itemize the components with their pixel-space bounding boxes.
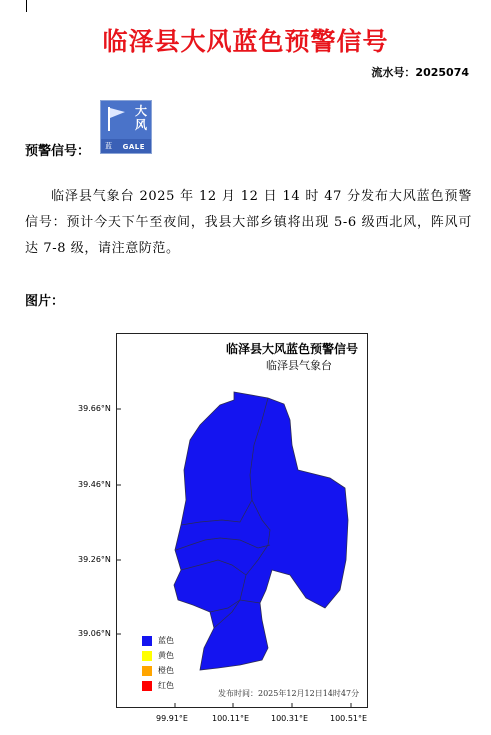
x-tick-label: 100.31°E — [271, 714, 309, 723]
y-tick-label: 39.66°N — [78, 404, 111, 413]
county-region — [174, 392, 348, 670]
signal-text-2: 风 — [134, 118, 147, 132]
map-subtitle: 临泽县气象台 — [266, 359, 332, 372]
legend-swatch — [142, 636, 152, 646]
legend-label: 红色 — [158, 681, 174, 690]
x-tick-label: 99.91°E — [156, 714, 188, 723]
x-tick-label: 100.11°E — [212, 714, 250, 723]
legend-label: 橙色 — [158, 666, 174, 675]
serial-value: 2025074 — [415, 66, 469, 79]
picture-label: 图片： — [25, 294, 65, 309]
signal-badge-cn: 蓝 — [105, 142, 112, 150]
publish-time: 发布时间：2025年12月12日14时47分 — [218, 689, 360, 698]
legend-swatch — [142, 651, 152, 661]
y-tick-label: 39.26°N — [78, 555, 111, 564]
county-regions — [174, 392, 348, 670]
signal-label: 预警信号： — [25, 144, 91, 159]
signal-badge-en: GALE — [122, 143, 145, 151]
map-title: 临泽县大风蓝色预警信号 — [226, 342, 359, 356]
serial-label: 流水号： — [371, 66, 416, 79]
y-tick-label: 39.46°N — [78, 480, 111, 489]
page-title: 临泽县大风蓝色预警信号 — [102, 27, 389, 56]
legend-swatch — [142, 681, 152, 691]
legend-label: 黄色 — [158, 651, 174, 660]
signal-text-1: 大 — [134, 104, 147, 118]
legend-swatch — [142, 666, 152, 676]
legend-label: 蓝色 — [158, 636, 174, 645]
warning-body-text: 临泽县气象台 2025 年 12 月 12 日 14 时 47 分发布大风蓝色预警信号：预计今天下午至夜间，我县大部乡镇将出现 5-6 级西北风，阵风可达 7-8 级，请注意防范。 — [25, 189, 472, 256]
x-tick-label: 100.51°E — [330, 714, 368, 723]
y-tick-label: 39.06°N — [78, 629, 111, 638]
